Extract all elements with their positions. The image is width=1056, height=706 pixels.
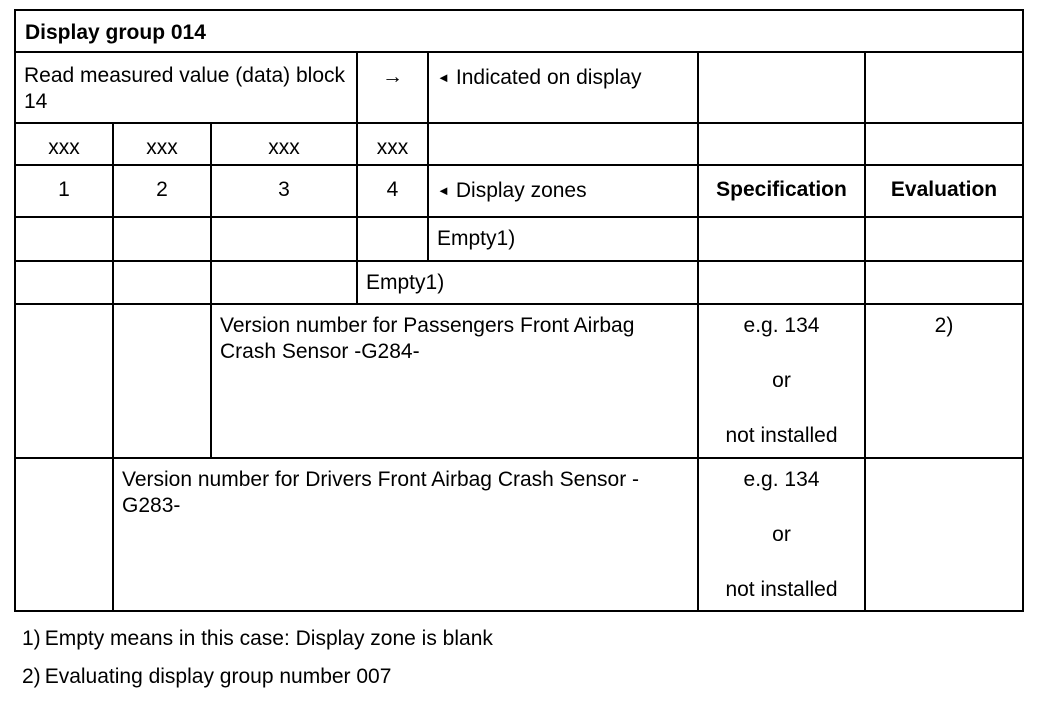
- indicated-on-display-label: Indicated on display: [455, 66, 642, 89]
- empty-cell: [15, 261, 113, 304]
- footnote-number: 1): [22, 627, 41, 650]
- empty-cell: [15, 304, 113, 458]
- empty-cell: [698, 261, 865, 304]
- empty-cell: [113, 261, 211, 304]
- right-arrow-icon: →: [357, 52, 428, 123]
- xxx-row: [15, 123, 1023, 165]
- spec-or: or: [772, 369, 791, 392]
- display-zones-row: [15, 165, 1023, 217]
- xxx-cell: xxx: [113, 123, 211, 165]
- spec-alt: not installed: [725, 424, 838, 447]
- passenger-sensor-description: Version number for Passengers Front Airbag Crash Sensor -G284-: [211, 304, 698, 458]
- spec-value: e.g. 134: [743, 468, 820, 491]
- passenger-sensor-row: [15, 304, 1023, 458]
- passenger-evaluation: 2): [865, 304, 1023, 458]
- header-empty-cell: [698, 52, 865, 123]
- spec-alt: not installed: [725, 578, 838, 601]
- empty-cell: [698, 217, 865, 261]
- display-zones-cell: [428, 165, 698, 217]
- empty-cell: [865, 217, 1023, 261]
- display-group-table: [14, 9, 1024, 612]
- empty-cell: [211, 261, 357, 304]
- indicated-on-display-cell: [428, 52, 698, 123]
- evaluation-header: Evaluation: [865, 165, 1023, 217]
- footnote-text: Empty means in this case: Display zone is blank: [44, 627, 493, 650]
- table-title: Display group 014: [15, 10, 1023, 52]
- driver-sensor-description: Version number for Drivers Front Airbag Crash Sensor -G283-: [113, 458, 698, 611]
- empty-cell: [113, 304, 211, 458]
- passenger-specification: [698, 304, 865, 458]
- footnote: [22, 664, 391, 690]
- empty-note: Empty1): [428, 217, 698, 261]
- empty-note: Empty1): [357, 261, 698, 304]
- display-zones-label: Display zones: [455, 179, 587, 202]
- specification-header: Specification: [698, 165, 865, 217]
- xxx-empty-cell: [428, 123, 698, 165]
- spec-or: or: [772, 523, 791, 546]
- footnote-number: 2): [22, 665, 41, 688]
- header-empty-cell: [865, 52, 1023, 123]
- driver-sensor-row: [15, 458, 1023, 611]
- xxx-cell: xxx: [357, 123, 428, 165]
- read-block-label: Read measured value (data) block 14: [15, 52, 357, 123]
- empty-cell: [15, 458, 113, 611]
- empty-zone-row: [15, 217, 1023, 261]
- spec-value: e.g. 134: [743, 314, 820, 337]
- xxx-empty-cell: [698, 123, 865, 165]
- pointer-left-icon: ◄: [437, 183, 450, 198]
- xxx-cell: xxx: [211, 123, 357, 165]
- empty-zone-row: [15, 261, 1023, 304]
- empty-cell: [357, 217, 428, 261]
- driver-evaluation: [865, 458, 1023, 611]
- xxx-empty-cell: [865, 123, 1023, 165]
- header-row: [15, 52, 1023, 123]
- empty-cell: [113, 217, 211, 261]
- footnote-text: Evaluating display group number 007: [44, 665, 392, 688]
- zone-number: 2: [113, 165, 211, 217]
- zone-number: 4: [357, 165, 428, 217]
- xxx-cell: xxx: [15, 123, 113, 165]
- pointer-left-icon: ◄: [437, 70, 450, 85]
- empty-cell: [865, 261, 1023, 304]
- driver-specification: [698, 458, 865, 611]
- footnote: [22, 626, 493, 652]
- empty-cell: [211, 217, 357, 261]
- title-row: [15, 10, 1023, 52]
- zone-number: 1: [15, 165, 113, 217]
- empty-cell: [15, 217, 113, 261]
- zone-number: 3: [211, 165, 357, 217]
